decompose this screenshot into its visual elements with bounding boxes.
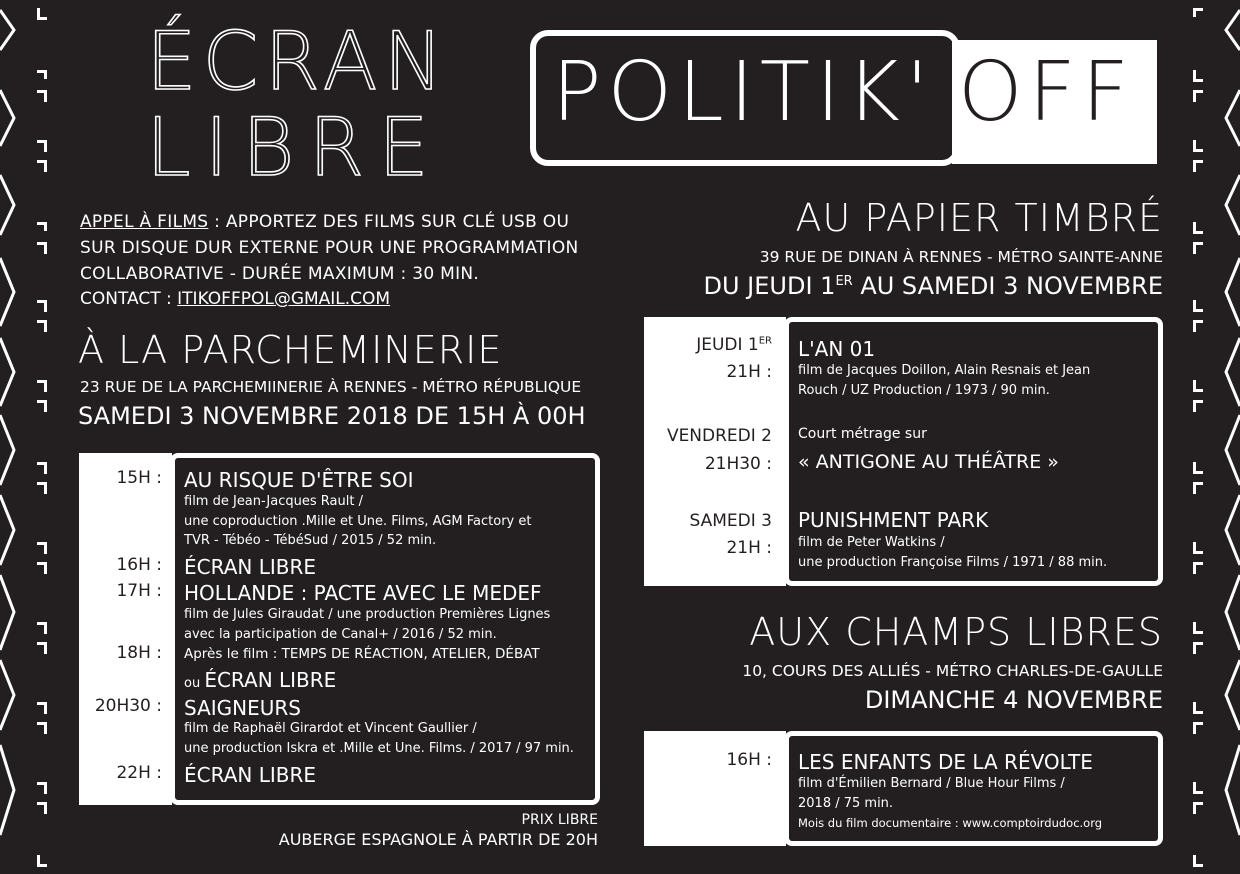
ecran-title-line2: LIBRE	[146, 101, 443, 194]
film-credit: une coproduction .Mille et Une. Films, AGM Factory et	[184, 514, 532, 529]
time-17h: 17H :	[116, 581, 162, 601]
film-title-ecran-libre: ÉCRAN LIBRE	[204, 668, 337, 692]
auberge-espagnole: AUBERGE ESPAGNOLE À PARTIR DE 20H	[278, 830, 598, 849]
jeudi-sup: ER	[758, 335, 772, 347]
jeudi-label: JEUDI 1	[696, 335, 759, 355]
film-credit: film de Jacques Doillon, Alain Resnais et Jean	[798, 363, 1091, 378]
film-title-au-risque: AU RISQUE D'ÊTRE SOI	[184, 468, 414, 492]
after-film-note: Après le film : TEMPS DE RÉACTION, ATELIER, DÉBAT	[184, 646, 540, 662]
film-title-saigneurs: SAIGNEURS	[184, 696, 301, 720]
time-18h: 18H :	[116, 643, 162, 663]
film-title-ecran-libre: ÉCRAN LIBRE	[184, 555, 316, 579]
film-title-enfants-revolte: LES ENFANTS DE LA RÉVOLTE	[798, 750, 1093, 774]
film-title-lan-01: L'AN 01	[798, 337, 876, 361]
film-credit: film de Peter Watkins /	[798, 535, 945, 550]
contact-email[interactable]: ITIKOFFPOL@GMAIL.COM	[177, 289, 391, 309]
off-logo-text: OFF	[958, 45, 1135, 140]
left-zigzag-border	[0, 0, 60, 874]
papier-date	[620, 272, 1163, 300]
time-16h: 16H :	[116, 555, 162, 575]
ecran-title-line1: ÉCRAN	[146, 15, 450, 108]
mois-doc-link: Mois du film documentaire : www.comptoirdudoc.org	[798, 816, 1103, 830]
papier-date-sup: ER	[835, 274, 853, 289]
film-credit: film de Jean-Jacques Rault /	[184, 494, 363, 509]
ou-ecran-libre-line	[184, 668, 336, 692]
papier-title: AU PAPIER TIMBRÉ	[795, 196, 1163, 240]
papier-hour-21h: 21H :	[726, 538, 772, 558]
papier-date-post: AU SAMEDI 3 NOVEMBRE	[852, 272, 1163, 300]
film-credit: film de Jules Giraudat / une production Premières Lignes	[184, 607, 551, 622]
film-credit: film de Raphaël Girardot et Vincent Gaullier /	[184, 721, 477, 736]
politik-logo-text: POLITIK'	[552, 45, 935, 140]
court-metrage-note: Court métrage sur	[798, 426, 927, 442]
time-15h: 15H :	[116, 468, 162, 488]
contact-label: CONTACT :	[80, 289, 178, 309]
ou-word: ou	[184, 676, 205, 691]
film-credit: 2018 / 75 min.	[798, 796, 894, 811]
papier-day-samedi: SAMEDI 3	[689, 511, 772, 531]
parcheminerie-date: SAMEDI 3 NOVEMBRE 2018 DE 15H À 00H	[78, 402, 586, 430]
film-title-antigone: « ANTIGONE AU THÉÂTRE »	[798, 451, 1059, 473]
champs-time-16h: 16H :	[726, 750, 772, 770]
appel-line1	[80, 212, 569, 232]
film-title-ecran-libre: ÉCRAN LIBRE	[184, 763, 316, 787]
film-credit: film d'Émilien Bernard / Blue Hour Films /	[798, 776, 1065, 791]
time-20h30: 20H30 :	[94, 696, 162, 716]
papier-date-pre: DU JEUDI 1	[703, 272, 836, 300]
film-credit: une production Iskra et .Mille et Une. Films. / 2017 / 97 min.	[184, 741, 574, 756]
film-credit: avec la participation de Canal+ / 2016 / 52 min.	[184, 627, 497, 642]
appel-line1-rest: : APPORTEZ DES FILMS SUR CLÉ USB OU	[208, 212, 570, 232]
film-title-punishment-park: PUNISHMENT PARK	[798, 508, 989, 532]
papier-hour-21h30: 21H30 :	[704, 454, 772, 474]
parcheminerie-times-column	[79, 453, 172, 805]
papier-day-jeudi	[644, 335, 772, 355]
papier-hour-21h: 21H :	[726, 362, 772, 382]
contact-line	[80, 289, 390, 309]
parcheminerie-title: À LA PARCHEMINERIE	[78, 328, 503, 372]
champs-title: AUX CHAMPS LIBRES	[749, 610, 1163, 654]
champs-times-column	[644, 731, 786, 846]
film-credit: Rouch / UZ Production / 1973 / 90 min.	[798, 383, 1050, 398]
prix-libre: PRIX LIBRE	[521, 812, 598, 828]
appel-line3: COLLABORATIVE - DURÉE MAXIMUM : 30 MIN.	[80, 264, 480, 284]
champs-address: 10, COURS DES ALLIÉS - MÉTRO CHARLES-DE-GAULLE	[742, 662, 1163, 680]
film-credit: une production Françoise Films / 1971 / 88 min.	[798, 555, 1108, 570]
papier-address: 39 RUE DE DINAN À RENNES - MÉTRO SAINTE-ANNE	[759, 248, 1163, 266]
film-title-hollande: HOLLANDE : PACTE AVEC LE MEDEF	[184, 581, 542, 605]
time-22h: 22H :	[116, 763, 162, 783]
appel-line2: SUR DISQUE DUR EXTERNE POUR UNE PROGRAMMATION	[80, 238, 579, 258]
right-zigzag-border	[1180, 0, 1240, 874]
parcheminerie-address: 23 RUE DE LA PARCHEMIINERIE À RENNES - MÉTRO RÉPUBLIQUE	[80, 378, 582, 396]
papier-day-vendredi: VENDREDI 2	[666, 426, 772, 446]
champs-date: DIMANCHE 4 NOVEMBRE	[864, 686, 1163, 714]
film-credit: TVR - Tébéo - TébéSud / 2015 / 52 min.	[184, 533, 437, 548]
appel-label: APPEL À FILMS	[80, 212, 209, 232]
